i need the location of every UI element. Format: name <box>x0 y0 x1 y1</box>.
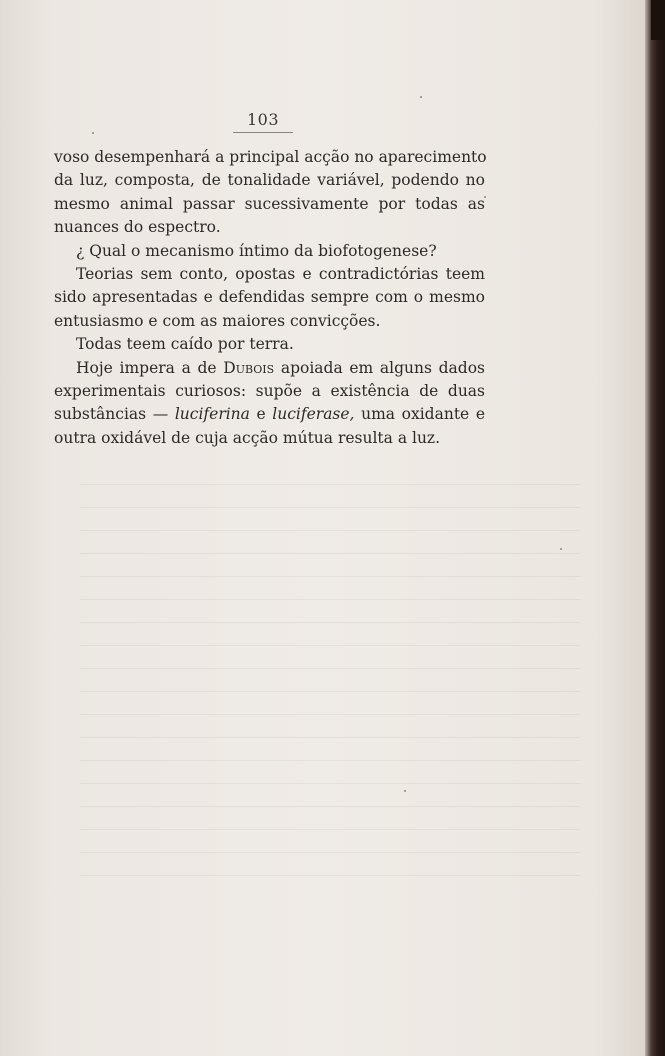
body-text <box>54 146 485 450</box>
text-line: Teorias sem conto, opostas e contradictórias teem <box>76 265 485 284</box>
text-line: ¿ Qual o mecanismo íntimo da biofotogenese? <box>76 241 437 260</box>
text-line: entusiasmo e com as maiores convicções. <box>54 311 381 330</box>
text-line: da luz, composta, de tonalidade variável, podendo no <box>54 171 485 190</box>
paper-speck <box>92 132 94 134</box>
text-segment: Hoje impera a de <box>76 358 224 377</box>
author-name: Dubois <box>223 358 275 377</box>
text-line <box>54 357 485 380</box>
page-header <box>232 110 294 133</box>
text-segment: uma oxidante e <box>354 405 485 424</box>
page-number-rule <box>233 132 293 133</box>
text-segment: apoiada em alguns dados <box>274 358 485 377</box>
book-spine-edge <box>645 0 665 1056</box>
text-line: nuances do espectro. <box>54 218 221 237</box>
text-line: Todas teem caído por terra. <box>76 335 294 354</box>
text-line: experimentais curiosos: supõe a existência de duas <box>54 382 485 401</box>
paper-speck <box>420 96 422 98</box>
text-segment: e <box>249 405 273 424</box>
page-number: 103 <box>246 110 280 129</box>
bleed-through-texture <box>80 470 580 890</box>
italic-term: luciferase, <box>272 405 355 424</box>
italic-term: luciferina <box>174 405 250 424</box>
text-line: sido apresentadas e defendidas sempre com o mesmo <box>54 288 485 307</box>
book-spine-shadow <box>651 0 665 40</box>
text-line: voso desempenhará a principal acção no aparecimento <box>54 148 487 166</box>
paper-speck <box>404 790 406 792</box>
text-line: mesmo animal passar sucessivamente por todas as <box>54 194 485 213</box>
text-line: outra oxidável de cuja acção mútua resulta a luz. <box>54 428 441 447</box>
text-line <box>54 403 485 426</box>
paper-speck <box>560 548 562 550</box>
text-segment: substâncias — <box>54 405 175 424</box>
